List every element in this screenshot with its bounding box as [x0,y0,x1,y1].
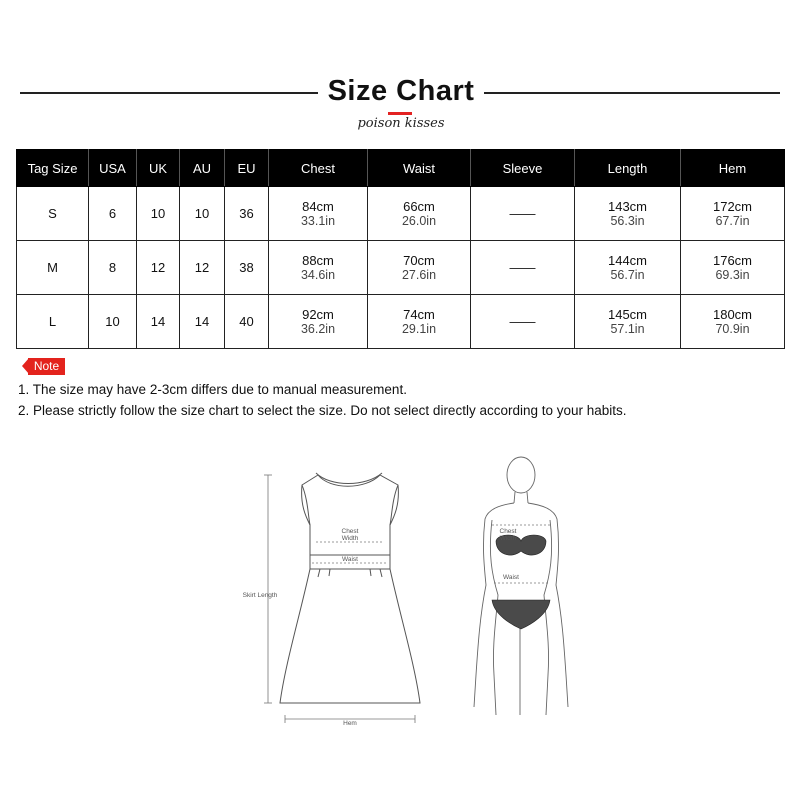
waist-cm: 74cm [403,306,435,322]
col-header-usa: USA [89,150,137,187]
cell-length [575,241,681,295]
cell-uk: 10 [137,187,180,241]
body-chest-label: Chest [499,528,517,535]
dress-illustration [280,473,420,703]
hem-cm: 172cm [712,198,753,214]
dress-gathers [318,569,382,577]
dress-waist-label: Waist [341,556,359,563]
table-row [17,187,785,241]
chest-cm: 88cm [302,252,334,268]
dress-chest-label: Chest [341,528,359,535]
waist-cm: 70cm [403,252,435,268]
cell-tag-size: L [17,295,89,349]
cell-chest [269,187,368,241]
col-header-uk: UK [137,150,180,187]
hem-in: 69.3in [715,267,750,282]
cell-usa: 8 [89,241,137,295]
cell-tag-size: M [17,241,89,295]
cell-hem [681,187,785,241]
dress-skirt [280,569,420,703]
body-chest-width-label: Width [499,535,517,542]
body-illustration [474,457,568,715]
col-header-au: AU [180,150,225,187]
title-rule-left [20,92,318,94]
cell-sleeve: —— [471,241,575,295]
waist-cm: 66cm [403,198,435,214]
note-line-1: 1. The size may have 2-3cm differs due to manual measurement. [18,382,407,397]
cell-length [575,187,681,241]
skirt-length-label: Skirt Length [242,592,278,599]
cell-au: 10 [180,187,225,241]
note-label: Note [28,358,65,375]
cell-waist [368,295,471,349]
measurement-figure [230,445,570,735]
note-line-2: 2. Please strictly follow the size chart to select the size. Do not select directly according to your habits. [18,403,627,418]
table-row [17,241,785,295]
length-cm: 143cm [607,198,648,214]
title-block [0,70,800,150]
cell-sleeve: —— [471,187,575,241]
table-header-row [17,150,785,187]
col-header-hem: Hem [681,150,785,187]
length-cm: 145cm [607,306,648,322]
cell-sleeve: —— [471,295,575,349]
dress-bodice [302,475,399,555]
waist-in: 29.1in [401,321,437,336]
body-briefs [492,600,550,629]
title-accent-bar [388,112,412,115]
cell-usa: 10 [89,295,137,349]
note-badge [22,358,65,375]
cell-waist [368,187,471,241]
chest-cm: 84cm [302,198,334,214]
hem-label: Hem [343,720,357,727]
chest-in: 34.6in [300,267,336,282]
body-garments [492,535,550,629]
waist-in: 27.6in [401,267,437,282]
col-header-eu: EU [225,150,269,187]
body-neck [514,492,528,503]
chest-cm: 92cm [302,306,334,322]
length-in: 56.7in [610,267,645,282]
page-title: Size Chart [327,75,475,107]
hem-in: 70.9in [715,321,750,336]
chest-in: 36.2in [300,321,336,336]
cell-usa: 6 [89,187,137,241]
title-rule-right [484,92,780,94]
length-in: 56.3in [610,213,645,228]
col-header-chest: Chest [269,150,368,187]
chest-in: 33.1in [300,213,336,228]
body-head [507,457,535,493]
cell-eu: 36 [225,187,269,241]
dress-measure-lines [264,475,415,723]
cell-eu: 40 [225,295,269,349]
cell-chest [269,295,368,349]
brand-subtitle: poison kisses [357,116,445,131]
cell-uk: 12 [137,241,180,295]
table-row [17,295,785,349]
length-cm: 144cm [607,252,648,268]
dress-chest-width-label: Width [341,535,359,542]
col-header-length: Length [575,150,681,187]
cell-uk: 14 [137,295,180,349]
waist-in: 26.0in [401,213,437,228]
cell-length [575,295,681,349]
cell-au: 12 [180,241,225,295]
cell-waist [368,241,471,295]
cell-hem [681,295,785,349]
cell-eu: 38 [225,241,269,295]
size-table [16,149,785,349]
cell-tag-size: S [17,187,89,241]
cell-chest [269,241,368,295]
length-in: 57.1in [610,321,645,336]
col-header-tag-size: Tag Size [17,150,89,187]
body-right-leg [544,520,552,715]
col-header-waist: Waist [368,150,471,187]
hem-in: 67.7in [715,213,750,228]
hem-cm: 180cm [712,306,753,322]
body-waist-label: Waist [502,574,520,581]
cell-au: 14 [180,295,225,349]
cell-hem [681,241,785,295]
body-left-leg [490,520,498,715]
col-header-sleeve: Sleeve [471,150,575,187]
hem-cm: 176cm [712,252,753,268]
